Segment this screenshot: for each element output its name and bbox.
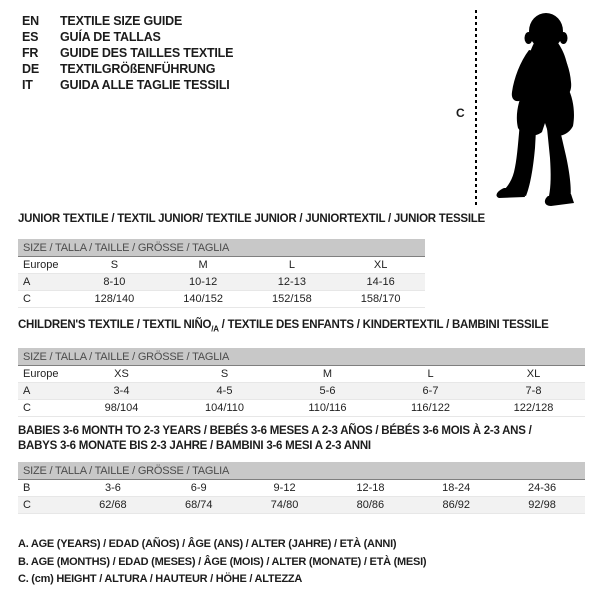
row-label: C xyxy=(18,400,70,417)
table-row-height xyxy=(18,291,425,308)
language-row-es xyxy=(22,29,233,45)
section-title xyxy=(18,318,585,336)
height-measure-label: C xyxy=(456,106,465,120)
cell: 128/140 xyxy=(70,291,159,308)
table-row-age xyxy=(18,383,585,400)
cell: 104/110 xyxy=(173,400,276,417)
row-label: C xyxy=(18,291,70,308)
row-label: Europe xyxy=(18,366,70,383)
cell: 152/158 xyxy=(248,291,337,308)
cell: 68/74 xyxy=(156,497,242,514)
size-header-bar: SIZE / TALLA / TAILLE / GRÖSSE / TAGLIA xyxy=(18,462,585,480)
language-header xyxy=(22,13,233,93)
size-header-row xyxy=(18,462,585,480)
height-measure-figure xyxy=(450,6,600,212)
cell: S xyxy=(173,366,276,383)
table-row-months xyxy=(18,480,585,497)
title-part: / TEXTILE DES ENFANTS / KINDERTEXTIL / BAMBINI TESSILE xyxy=(218,319,549,331)
section-junior-textile xyxy=(18,212,485,308)
cell: 10-12 xyxy=(159,274,248,291)
children-size-table xyxy=(18,348,585,417)
section-title: JUNIOR TEXTILE / TEXTIL JUNIOR/ TEXTILE JUNIOR / JUNIORTEXTIL / JUNIOR TESSILE xyxy=(18,213,485,225)
cell: 3-6 xyxy=(70,480,156,497)
cell: 6-7 xyxy=(379,383,482,400)
height-dashed-line xyxy=(475,10,477,208)
table-row-height xyxy=(18,400,585,417)
size-header-row xyxy=(18,348,585,366)
size-header-bar: SIZE / TALLA / TAILLE / GRÖSSE / TAGLIA xyxy=(18,239,425,257)
cell: L xyxy=(379,366,482,383)
table-row-age xyxy=(18,274,425,291)
language-label: TEXTILE SIZE GUIDE xyxy=(60,14,183,28)
footnote-a: A. AGE (YEARS) / EDAD (AÑOS) / ÂGE (ANS) / ALTER (JAHRE) / ETÀ (ANNI) xyxy=(18,538,397,550)
cell: 24-36 xyxy=(499,480,585,497)
cell: 62/68 xyxy=(70,497,156,514)
table-row-europe xyxy=(18,366,585,383)
language-code: FR xyxy=(22,46,39,60)
language-code: EN xyxy=(22,14,39,28)
cell: 9-12 xyxy=(242,480,328,497)
cell: 122/128 xyxy=(482,400,585,417)
row-label: B xyxy=(18,480,70,497)
junior-size-table xyxy=(18,239,425,308)
cell: 12-18 xyxy=(327,480,413,497)
language-row-it xyxy=(22,77,233,93)
section-childrens-textile xyxy=(18,318,585,417)
cell: M xyxy=(159,257,248,274)
cell: 98/104 xyxy=(70,400,173,417)
size-header-row xyxy=(18,239,425,257)
language-code: IT xyxy=(22,78,33,92)
cell: 6-9 xyxy=(156,480,242,497)
language-code: ES xyxy=(22,30,39,44)
table-row-europe xyxy=(18,257,425,274)
language-label: TEXTILGRÖßENFÜHRUNG xyxy=(60,62,216,76)
section-babies-textile xyxy=(18,424,585,514)
cell: 18-24 xyxy=(413,480,499,497)
language-code: DE xyxy=(22,62,39,76)
cell: 110/116 xyxy=(276,400,379,417)
cell: 140/152 xyxy=(159,291,248,308)
cell: 7-8 xyxy=(482,383,585,400)
baby-silhouette-icon xyxy=(490,8,600,210)
row-label: C xyxy=(18,497,70,514)
cell: XS xyxy=(70,366,173,383)
cell: 158/170 xyxy=(336,291,425,308)
title-line: BABIES 3-6 MONTH TO 2-3 YEARS / BEBÉS 3-6 MESES A 2-3 AÑOS / BÉBÉS 3-6 MOIS À 2-3 ANS / xyxy=(18,425,532,437)
cell: M xyxy=(276,366,379,383)
cell: 8-10 xyxy=(70,274,159,291)
row-label: A xyxy=(18,274,70,291)
cell: 80/86 xyxy=(327,497,413,514)
cell: 86/92 xyxy=(413,497,499,514)
title-line: BABYS 3-6 MONATE BIS 2-3 JAHRE / BAMBINI 3-6 MESI A 2-3 ANNI xyxy=(18,440,371,452)
cell: 5-6 xyxy=(276,383,379,400)
cell: 12-13 xyxy=(248,274,337,291)
cell: 3-4 xyxy=(70,383,173,400)
cell: S xyxy=(70,257,159,274)
footnote-b: B. AGE (MONTHS) / EDAD (MESES) / ÂGE (MOIS) / ALTER (MONATE) / ETÀ (MESI) xyxy=(18,555,427,568)
language-label: GUIDE DES TAILLES TEXTILE xyxy=(60,46,234,60)
cell: 116/122 xyxy=(379,400,482,417)
footnotes xyxy=(18,536,426,589)
table-row-height xyxy=(18,497,585,514)
cell: L xyxy=(248,257,337,274)
language-row-en xyxy=(22,13,233,29)
footnote-c: C. (cm) HEIGHT / ALTURA / HAUTEUR / HÖHE / ALTEZZA xyxy=(18,573,303,585)
cell: XL xyxy=(336,257,425,274)
row-label: A xyxy=(18,383,70,400)
cell: XL xyxy=(482,366,585,383)
row-label: Europe xyxy=(18,257,70,274)
language-row-de xyxy=(22,61,233,77)
section-title xyxy=(18,424,585,454)
cell: 4-5 xyxy=(173,383,276,400)
cell: 14-16 xyxy=(336,274,425,291)
language-label: GUÍA DE TALLAS xyxy=(60,30,161,44)
cell: 74/80 xyxy=(242,497,328,514)
babies-size-table xyxy=(18,462,585,514)
language-label: GUIDA ALLE TAGLIE TESSILI xyxy=(60,78,230,92)
title-part: CHILDREN'S TEXTILE / TEXTIL NIÑO xyxy=(18,319,212,331)
title-subscript: /A xyxy=(211,324,219,334)
size-header-bar: SIZE / TALLA / TAILLE / GRÖSSE / TAGLIA xyxy=(18,348,585,366)
language-row-fr xyxy=(22,45,233,61)
cell: 92/98 xyxy=(499,497,585,514)
